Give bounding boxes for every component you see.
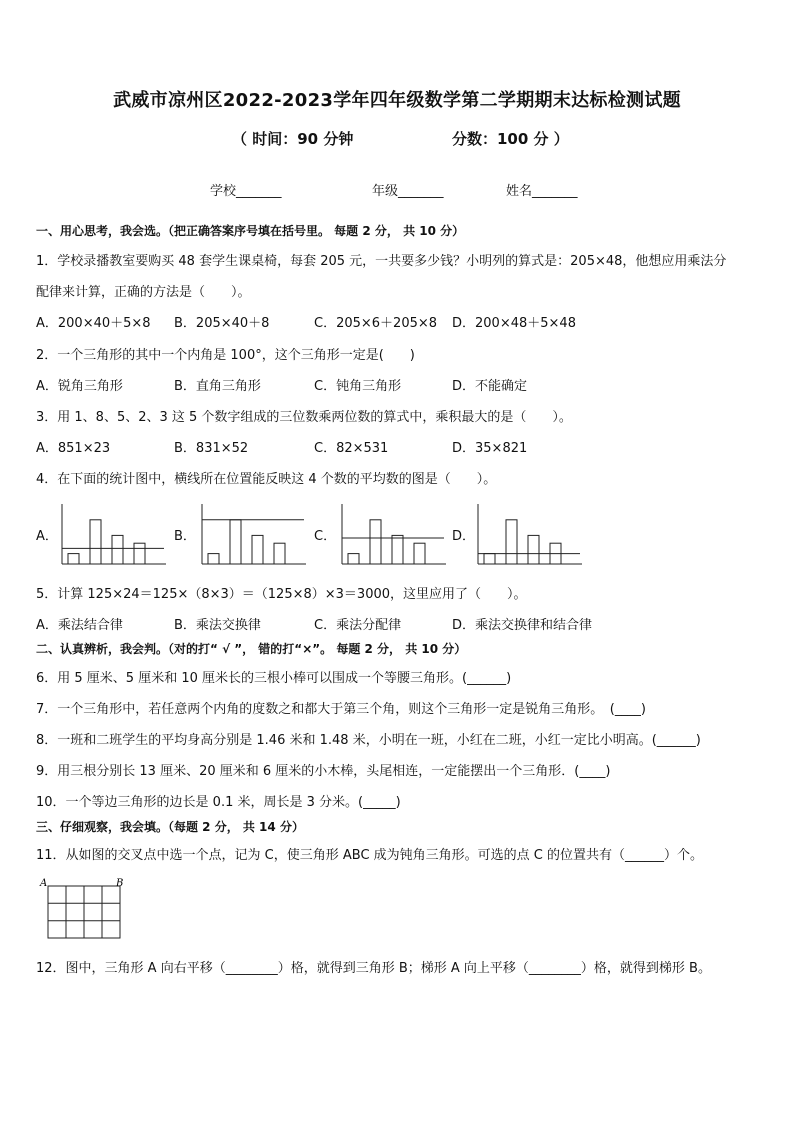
q1-option-d: D．200×48＋5×48: [452, 316, 576, 331]
q4-chart-c: [338, 502, 448, 566]
exam-time: （ 时间：90 分钟: [232, 130, 354, 148]
chart-bar: [506, 520, 517, 564]
q5-option-d: D．乘法交换律和结合律: [452, 618, 593, 633]
grade-field: 年级_______: [372, 184, 444, 199]
q1-option-b: B．205×40＋8: [174, 316, 270, 331]
q2-option-c: C．钝角三角形: [314, 379, 402, 394]
q4-option-d-label: D．: [452, 529, 476, 544]
q1-option-c: C．205×6＋205×8: [314, 316, 438, 331]
chart-bar: [348, 554, 359, 564]
question-2: 2．一个三角形的其中一个内角是 100°，这个三角形一定是( ): [36, 348, 415, 363]
question-9: 9．用三根分别长 13 厘米、20 厘米和 6 厘米的小木棒，头尾相连，一定能摆出一个三角形．(____): [36, 764, 611, 779]
q3-option-c: C．82×531: [314, 441, 389, 456]
question-7: 7．一个三角形中，若任意两个内角的度数之和都大于第三个角，则这个三角形一定是锐角三角形。 (____): [36, 702, 646, 717]
q4-option-a-label: A．: [36, 529, 58, 544]
question-6: 6．用 5 厘米、5 厘米和 10 厘米长的三根小棒可以围成一个等腰三角形。(______): [36, 671, 512, 686]
question-11: 11．从如图的交叉点中选一个点，记为 C，使三角形 ABC 成为钝角三角形。可选的点 C 的位置共有（______）个。: [36, 848, 704, 863]
q2-option-a: A．锐角三角形: [36, 379, 123, 394]
question-1-line-2: 配律来计算，正确的方法是（ ）。: [36, 285, 251, 300]
chart-bar: [274, 543, 285, 564]
question-12: 12．图中，三角形 A 向右平移（________）格，就得到三角形 B；梯形 A 向上平移（________）格，就得到梯形 B。: [36, 961, 711, 976]
q4-option-b-label: B．: [174, 529, 196, 544]
question-3: 3．用 1、8、5、2、3 这 5 个数字组成的三位数乘两位数的算式中，乘积最大的是（ ）。: [36, 410, 572, 425]
school-field: 学校_______: [210, 184, 282, 199]
chart-bar: [112, 535, 123, 564]
q4-chart-d: [474, 502, 584, 566]
q4-option-c-label: C．: [314, 529, 337, 544]
section-3-header: 三、仔细观察，我会填。（每题 2 分， 共 14 分）: [36, 820, 304, 834]
q1-option-a: A．200×40＋5×8: [36, 316, 151, 331]
chart-bar: [370, 520, 381, 564]
chart-bar: [208, 554, 219, 564]
section-1-header: 一、用心思考，我会选。（把正确答案序号填在括号里。 每题 2 分， 共 10 分）: [36, 224, 465, 238]
chart-bar: [484, 554, 495, 564]
chart-bar: [230, 520, 241, 564]
question-8: 8．一班和二班学生的平均身高分别是 1.46 米和 1.48 米，小明在一班，小红在二班，小红一定比小明高。(______): [36, 733, 701, 748]
question-10: 10．一个等边三角形的边长是 0.1 米，周长是 3 分米。(_____): [36, 795, 401, 810]
name-field: 姓名_______: [506, 184, 578, 199]
question-5: 5．计算 125×24＝125×（8×3）＝（125×8）×3＝3000，这里应用了（ ）。: [36, 587, 527, 602]
q5-option-c: C．乘法分配律: [314, 618, 402, 633]
q3-option-b: B．831×52: [174, 441, 249, 456]
chart-bar: [528, 535, 539, 564]
chart-bar: [134, 543, 145, 564]
point-a-label: A: [40, 878, 48, 889]
q5-option-b: B．乘法交换律: [174, 618, 261, 633]
section-2-header: 二、认真辨析，我会判。（对的打“ √ ”， 错的打“×”。 每题 2 分， 共 10 分）: [36, 642, 467, 656]
question-1-line-1: 1．学校录播教室要购买 48 套学生课桌椅，每套 205 元，一共要多少钱？小明列的算式是：205×48，他想应用乘法分: [36, 254, 727, 269]
q5-option-a: A．乘法结合律: [36, 618, 123, 633]
q11-grid-figure: [38, 876, 128, 942]
page-title: 武威市凉州区2022-2023学年四年级数学第二学期期末达标检测试题: [113, 90, 681, 111]
question-4: 4．在下面的统计图中，横线所在位置能反映这 4 个数的平均数的图是（ ）。: [36, 472, 497, 487]
q4-chart-b: [198, 502, 308, 566]
exam-score: 分数：100 分 ）: [452, 130, 569, 148]
q3-option-a: A．851×23: [36, 441, 111, 456]
chart-bar: [392, 535, 403, 564]
chart-bar: [68, 554, 79, 564]
q2-option-d: D．不能确定: [452, 379, 528, 394]
q2-option-b: B．直角三角形: [174, 379, 261, 394]
q4-chart-a: [58, 502, 168, 566]
q3-option-d: D．35×821: [452, 441, 528, 456]
chart-bar: [90, 520, 101, 564]
point-b-label: B: [116, 878, 124, 889]
chart-bar: [252, 535, 263, 564]
chart-bar: [414, 543, 425, 564]
